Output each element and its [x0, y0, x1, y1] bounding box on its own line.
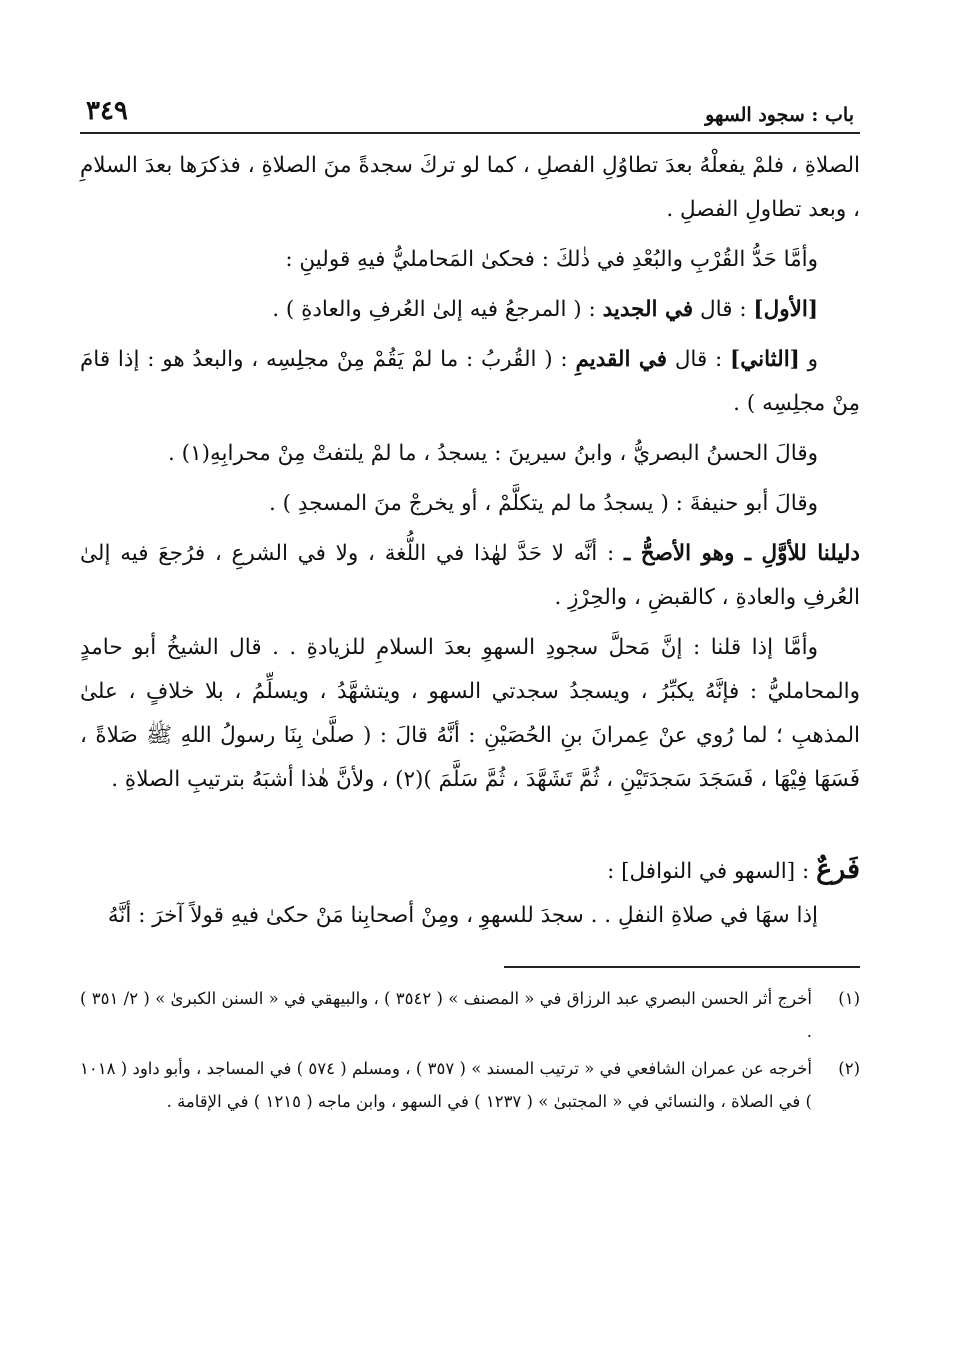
paragraph: و [الثاني] : قال في القديمِ : ( القُربُ : ما لمْ يَقُمْ مِنْ مجلِسِه ، والبعدُ هو : إذا قامَ مِنْ مجلِسِه ) .	[80, 347, 860, 416]
paragraph: الصلاةِ ، فلمْ يفعلْهُ بعدَ تطاوُلِ الفصلِ ، كما لو تركَ سجدةً منَ الصلاةِ ، فذكرَها بعدَ السلامِ ، وبعد تطاولِ الفصلِ .	[80, 153, 860, 222]
footnote-divider	[504, 966, 860, 968]
footnote-number: (١)	[838, 989, 860, 1008]
page-header	[80, 88, 860, 134]
footnote	[80, 1052, 860, 1118]
main-text	[80, 144, 860, 802]
footnotes	[80, 982, 860, 1118]
section-subtitle: : [السهو في النوافل] :	[607, 859, 810, 884]
paragraph: إذا سهَا في صلاةِ النفلِ . . سجدَ للسهوِ ، ومِنْ أصحابِنا مَنْ حكىٰ فيهِ قولاً آخرَ : أنَّهُ	[107, 903, 818, 928]
paragraph: وأمَّا إذا قلنا : إنَّ مَحلَّ سجودِ السهوِ بعدَ السلامِ للزيادةِ . . قال الشيخُ أبو حامدٍ والمحامليُّ : فإنَّهُ يكبِّرُ ، ويسجدُ سجدتي السهو ، ويتشهَّدُ ، ويسلِّمُ ، بلا خلافٍ ، علىٰ المذهبِ ؛ لما رُوي عنْ عِمرانَ بنِ الحُصَيْنِ : أنَّهُ قالَ : ( صلَّىٰ بِنَا رسولُ اللهِ ﷺ صَلاةً ، فَسَهَا فِيْهَا ، فَسَجَدَ سَجدَتَيْنِ ، ثُمَّ تَشَهَّدَ ، ثُمَّ سَلَّمَ )(٢) ، ولأنَّ هٰذا أشبَهُ بترتيبِ الصلاةِ .	[80, 635, 860, 792]
paragraph: وأمَّا حَدُّ القُرْبِ والبُعْدِ في ذٰلكَ : فحكىٰ المَحامليُّ فيهِ قولينِ :	[285, 247, 818, 272]
footnote-text: أخرجه عن عمران الشافعي في « ترتيب المسند » ( ٣٥٧ ) ، ومسلم ( ٥٧٤ ) في المساجد ، وأبو داود ( ١٠١٨ ) في الصلاة ، والنسائي في « المجتبىٰ » ( ١٢٣٧ ) في السهو ، وابن ماجه ( ١٢١٥ ) في الإقامة .	[80, 1059, 812, 1111]
paragraph: دليلنا للأوَّلِ ـ وهو الأصحُّ ـ : أنَّه لا حَدَّ لهٰذا في اللُّغة ، ولا في الشرعِ ، فرُجعَ فيه إلىٰ العُرفِ والعادةِ ، كالقبضِ ، والحِرْزِ .	[80, 541, 861, 610]
footnote-number: (٢)	[838, 1059, 860, 1078]
footnote-text: أخرج أثر الحسن البصري عبد الرزاق في « المصنف » ( ٣٥٤٢ ) ، والبيهقي في « السنن الكبرىٰ » ( ٢/ ٣٥١ ) .	[80, 989, 812, 1041]
footnote	[80, 982, 860, 1048]
paragraph: وقالَ الحسنُ البصريُّ ، وابنُ سيرينَ : يسجدُ ، ما لمْ يلتفتْ مِنْ محرابِهِ(١) .	[168, 441, 818, 466]
section-far	[80, 848, 860, 938]
paragraph: وقالَ أبو حنيفةَ : ( يسجدُ ما لم يتكلَّمْ ، أو يخرجْ منَ المسجدِ ) .	[268, 491, 818, 516]
paragraph: [الأول] : قال في الجديد : ( المرجعُ فيه إلىٰ العُرفِ والعادةِ ) .	[272, 297, 818, 322]
section-title: فَرعٌ	[816, 854, 860, 885]
page-number: ٣٤٩	[86, 96, 128, 126]
section-heading	[80, 848, 860, 894]
chapter-title: باب : سجود السهو	[705, 104, 854, 126]
